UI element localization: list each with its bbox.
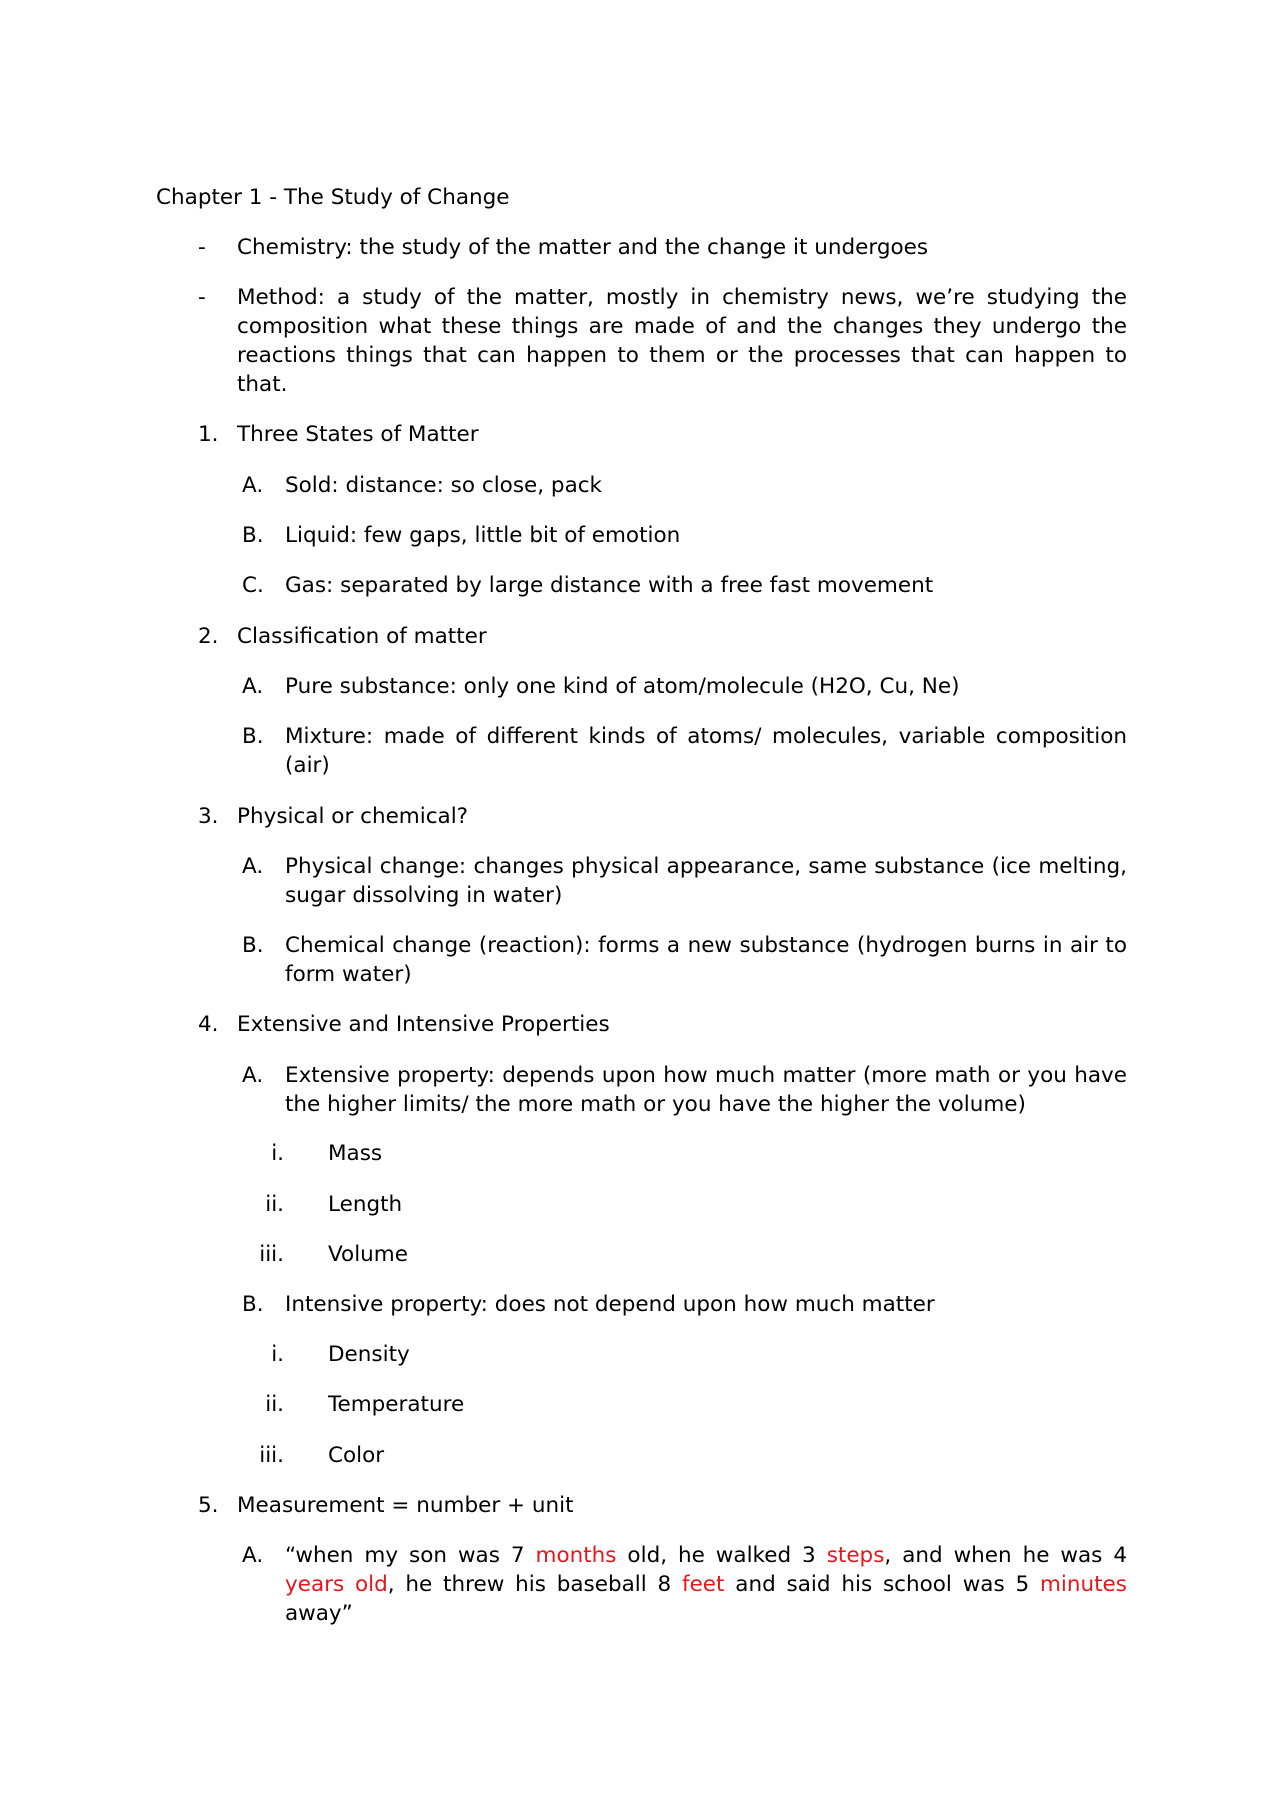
section-heading-classification: Classification of matter	[237, 624, 487, 649]
subitem: Length	[328, 1192, 403, 1217]
quote-part: , he threw his baseball 8	[387, 1572, 683, 1597]
subitem: Density	[328, 1342, 410, 1367]
subitem-numeral: iii.	[259, 1242, 284, 1267]
quote-unit-highlight: feet	[682, 1572, 725, 1597]
quote-unit-highlight: steps	[826, 1543, 885, 1568]
section-number: 1.	[198, 422, 219, 447]
section-heading-states: Three States of Matter	[237, 422, 479, 447]
subitem-numeral: ii.	[265, 1192, 284, 1217]
section-number: 5.	[198, 1493, 219, 1518]
list-item: Chemical change (reaction): forms a new substance (hydrogen burns in air to form water)	[285, 933, 1127, 987]
list-item: Sold: distance: so close, pack	[285, 473, 603, 498]
item-letter: A.	[242, 1543, 264, 1568]
subitem: Temperature	[328, 1392, 465, 1417]
list-item: Mixture: made of different kinds of atoms/ molecules, variable composition (air)	[285, 724, 1127, 778]
item-letter: B.	[242, 523, 264, 548]
list-item: Physical change: changes physical appearance, same substance (ice melting, sugar dissolving in water)	[285, 854, 1127, 908]
subitem: Volume	[328, 1242, 408, 1267]
section-number: 2.	[198, 624, 219, 649]
item-letter: A.	[242, 674, 264, 699]
quote-part: old, he walked 3	[616, 1543, 827, 1568]
item-letter: A.	[242, 473, 264, 498]
list-item: Liquid: few gaps, little bit of emotion	[285, 523, 681, 548]
section-number: 3.	[198, 804, 219, 829]
quote-unit-highlight: minutes	[1039, 1572, 1127, 1597]
bullet-dash: -	[198, 235, 206, 260]
subitem-numeral: i.	[271, 1342, 284, 1367]
quote-part: , and when he was 4	[884, 1543, 1128, 1568]
list-item: Extensive property: depends upon how much matter (more math or you have the higher limits/ the more math or you have the higher the volume)	[285, 1063, 1127, 1117]
subitem: Color	[328, 1443, 385, 1468]
section-heading-measurement: Measurement = number + unit	[237, 1493, 574, 1518]
section-number: 4.	[198, 1012, 219, 1037]
bullet-text-method: Method: a study of the matter, mostly in chemistry news, we’re studying the composition what these things are made of and the changes they undergo the reactions things that can happen to them or the processes that can happen to that.	[237, 285, 1127, 397]
quote-part: away”	[285, 1601, 353, 1626]
item-letter: A.	[242, 854, 264, 879]
page-title: Chapter 1 - The Study of Change	[156, 185, 510, 210]
item-letter: A.	[242, 1063, 264, 1088]
subitem-numeral: iii.	[259, 1443, 284, 1468]
section-heading-physical-chemical: Physical or chemical?	[237, 804, 469, 829]
quote-unit-highlight: months	[535, 1543, 617, 1568]
quote-unit-highlight: years old	[285, 1572, 388, 1597]
item-letter: B.	[242, 933, 264, 958]
list-item: Gas: separated by large distance with a free fast movement	[285, 573, 934, 598]
section-heading-properties: Extensive and Intensive Properties	[237, 1012, 610, 1037]
item-letter: C.	[242, 573, 264, 598]
subitem: Mass	[328, 1141, 383, 1166]
bullet-dash: -	[198, 285, 206, 310]
quote-part: “when my son was 7	[285, 1543, 536, 1568]
subitem-numeral: ii.	[265, 1392, 284, 1417]
list-item: Intensive property: does not depend upon how much matter	[285, 1292, 935, 1317]
subitem-numeral: i.	[271, 1141, 284, 1166]
item-letter: B.	[242, 1292, 264, 1317]
quote-part: and said his school was 5	[724, 1572, 1040, 1597]
list-item: Pure substance: only one kind of atom/molecule (H2O, Cu, Ne)	[285, 674, 960, 699]
measurement-quote	[285, 1541, 1127, 1628]
item-letter: B.	[242, 724, 264, 749]
bullet-text-chemistry: Chemistry: the study of the matter and the change it undergoes	[237, 235, 929, 260]
